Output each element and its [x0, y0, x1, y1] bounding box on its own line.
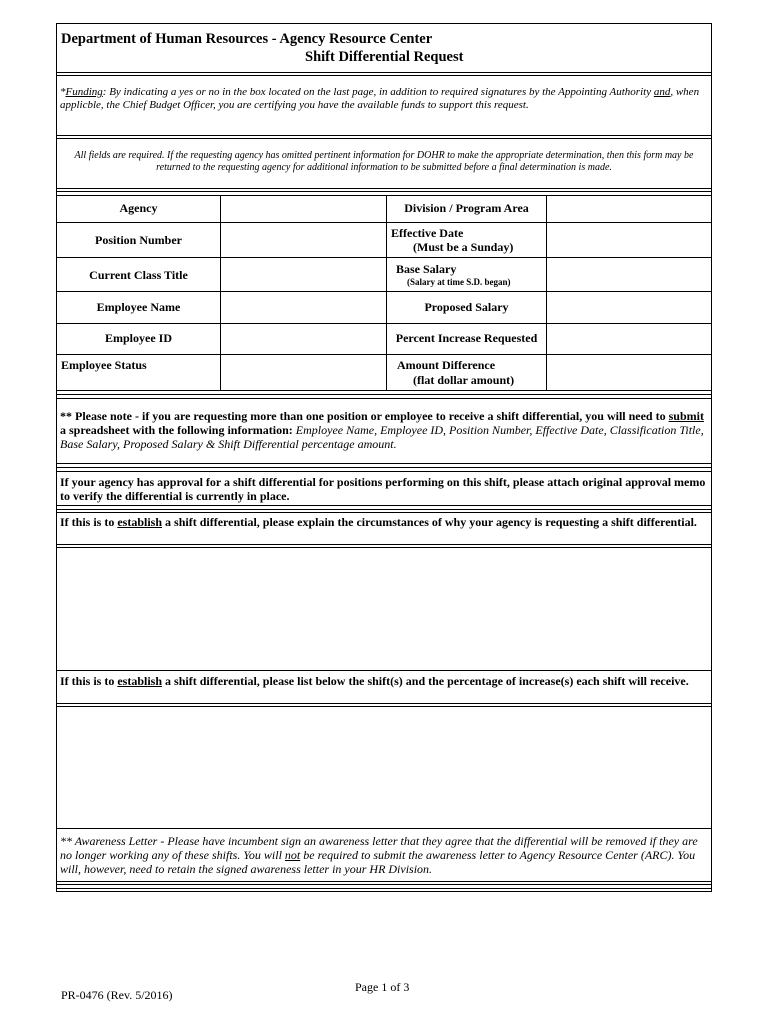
base-salary-label: Base Salary	[396, 262, 457, 276]
divider	[56, 463, 712, 464]
divider	[56, 884, 712, 885]
awareness-letter-note	[60, 834, 708, 876]
multiple-positions-note	[60, 409, 708, 451]
please-note-text-2: a spreadsheet with the following information:	[60, 423, 296, 437]
proposed-salary-input[interactable]	[548, 293, 710, 322]
divider	[56, 467, 712, 468]
position-number-input[interactable]	[222, 224, 385, 256]
employee-status-label: Employee Status	[61, 358, 147, 372]
establish1-text-1: If this is to	[60, 515, 118, 529]
establish1-underlined: establish	[117, 515, 163, 529]
percent-increase-input[interactable]	[548, 325, 710, 353]
divider	[56, 881, 712, 882]
amount-difference-label: Amount Difference	[397, 358, 496, 372]
effective-date-sublabel: (Must be a Sunday)	[413, 240, 514, 254]
position-number-label: Position Number	[95, 233, 182, 247]
page-number: Page 1 of 3	[355, 980, 410, 994]
base-salary-sublabel: (Salary at time S.D. began)	[407, 277, 511, 287]
divider	[56, 706, 712, 707]
grid-line	[546, 195, 547, 391]
funding-note	[60, 86, 706, 112]
divider	[56, 544, 712, 545]
grid-line	[386, 195, 387, 391]
establish2-text-1: If this is to	[60, 674, 118, 688]
please-note-fields: Employee Name, Employee ID, Position Number, Effective Date, Classification Title, Base Salary, Proposed Salary & Shift Differential percentage amount.	[60, 423, 704, 451]
establish1-text-2: a shift differential, please explain the circumstances of why your agency is requesting a shift differential.	[162, 515, 697, 529]
employee-name-input[interactable]	[222, 293, 385, 322]
approval-note: If your agency has approval for a shift differential for positions performing on this shift, please attach original approval memo to verify the differential is currently in place.	[60, 475, 706, 503]
form-number: PR-0476 (Rev. 5/2016)	[61, 988, 173, 1002]
border-left	[56, 23, 57, 892]
divider	[56, 135, 712, 136]
grid-line	[56, 195, 712, 196]
grid-line	[56, 354, 712, 355]
divider	[56, 398, 712, 399]
divider	[56, 471, 712, 472]
employee-name-label: Employee Name	[96, 300, 181, 314]
establish-shifts-prompt	[60, 674, 708, 688]
divider	[56, 138, 712, 139]
awareness-text-2: be required to submit the awareness letter to Agency Resource Center (ARC). You will, however, need to retain the signed awareness letter in your HR Division.	[60, 848, 696, 876]
establish2-text-2: a shift differential, please list below the shift(s) and the percentage of increase(s) each shift will receive.	[162, 674, 689, 688]
divider	[56, 888, 712, 889]
funding-label: Funding	[65, 86, 103, 98]
divider	[56, 828, 712, 829]
divider	[56, 72, 712, 73]
header-title: Department of Human Resources - Agency Resource Center	[61, 31, 433, 47]
divider	[56, 703, 712, 704]
proposed-salary-label: Proposed Salary	[424, 300, 509, 314]
agency-input[interactable]	[222, 197, 385, 221]
establish-explain-prompt	[60, 515, 708, 529]
grid-line	[56, 390, 712, 391]
division-label: Division / Program Area	[404, 201, 529, 215]
establish2-underlined: establish	[117, 674, 163, 688]
amount-difference-input[interactable]	[548, 356, 710, 389]
border-right	[711, 23, 712, 892]
awareness-text-1: ** Awareness Letter - Please have incumbent sign an awareness letter that they agree that the differential will be removed if they are no longer working any of these shifts. You will	[60, 834, 698, 862]
grid-line	[56, 291, 712, 292]
please-note-submit: submit	[668, 409, 704, 423]
awareness-not: not	[284, 848, 301, 862]
divider	[56, 509, 712, 510]
divider	[56, 547, 712, 548]
divider	[56, 394, 712, 395]
circumstances-textarea[interactable]	[58, 549, 710, 668]
base-salary-input[interactable]	[548, 259, 710, 290]
funding-and: and	[653, 86, 671, 98]
grid-line	[220, 195, 221, 391]
please-note-text-1: ** Please note - if you are requesting more than one position or employee to receive a shift differential, you will need to	[60, 409, 669, 423]
division-input[interactable]	[548, 197, 710, 221]
grid-line	[56, 222, 712, 223]
grid-line	[56, 257, 712, 258]
border-bottom	[56, 891, 712, 892]
employee-status-input[interactable]	[222, 356, 385, 389]
divider	[56, 505, 712, 506]
funding-text-2: , when applicble, the Chief Budget Officer, you are certifying you have the available funds to support this request.	[60, 86, 700, 111]
grid-line	[56, 323, 712, 324]
percent-increase-label: Percent Increase Requested	[395, 331, 538, 345]
amount-difference-sublabel: (flat dollar amount)	[413, 373, 515, 387]
employee-id-label: Employee ID	[105, 331, 172, 345]
funding-text-1: : By indicating a yes or no in the box located on the last page, in addition to required signatures by the Appointing Authority	[102, 86, 654, 98]
effective-date-input[interactable]	[548, 224, 710, 256]
current-class-title-label: Current Class Title	[89, 268, 188, 282]
funding-prefix: *	[60, 86, 66, 98]
shifts-percentage-textarea[interactable]	[58, 708, 710, 826]
divider	[56, 512, 712, 513]
divider	[56, 188, 712, 189]
divider	[56, 191, 712, 192]
border-top	[56, 23, 712, 24]
employee-id-input[interactable]	[222, 325, 385, 353]
current-class-title-input[interactable]	[222, 259, 385, 290]
required-note: All fields are required. If the requesting agency has omitted pertinent information for DOHR to make the appropriate determination, then this form may be returned to the requesting agency for additional information to be submitted before a final determination is made.	[74, 150, 694, 173]
divider	[56, 670, 712, 671]
effective-date-label: Effective Date	[391, 226, 464, 240]
agency-label: Agency	[119, 201, 158, 215]
divider	[56, 75, 712, 76]
header-subtitle: Shift Differential Request	[305, 49, 464, 65]
